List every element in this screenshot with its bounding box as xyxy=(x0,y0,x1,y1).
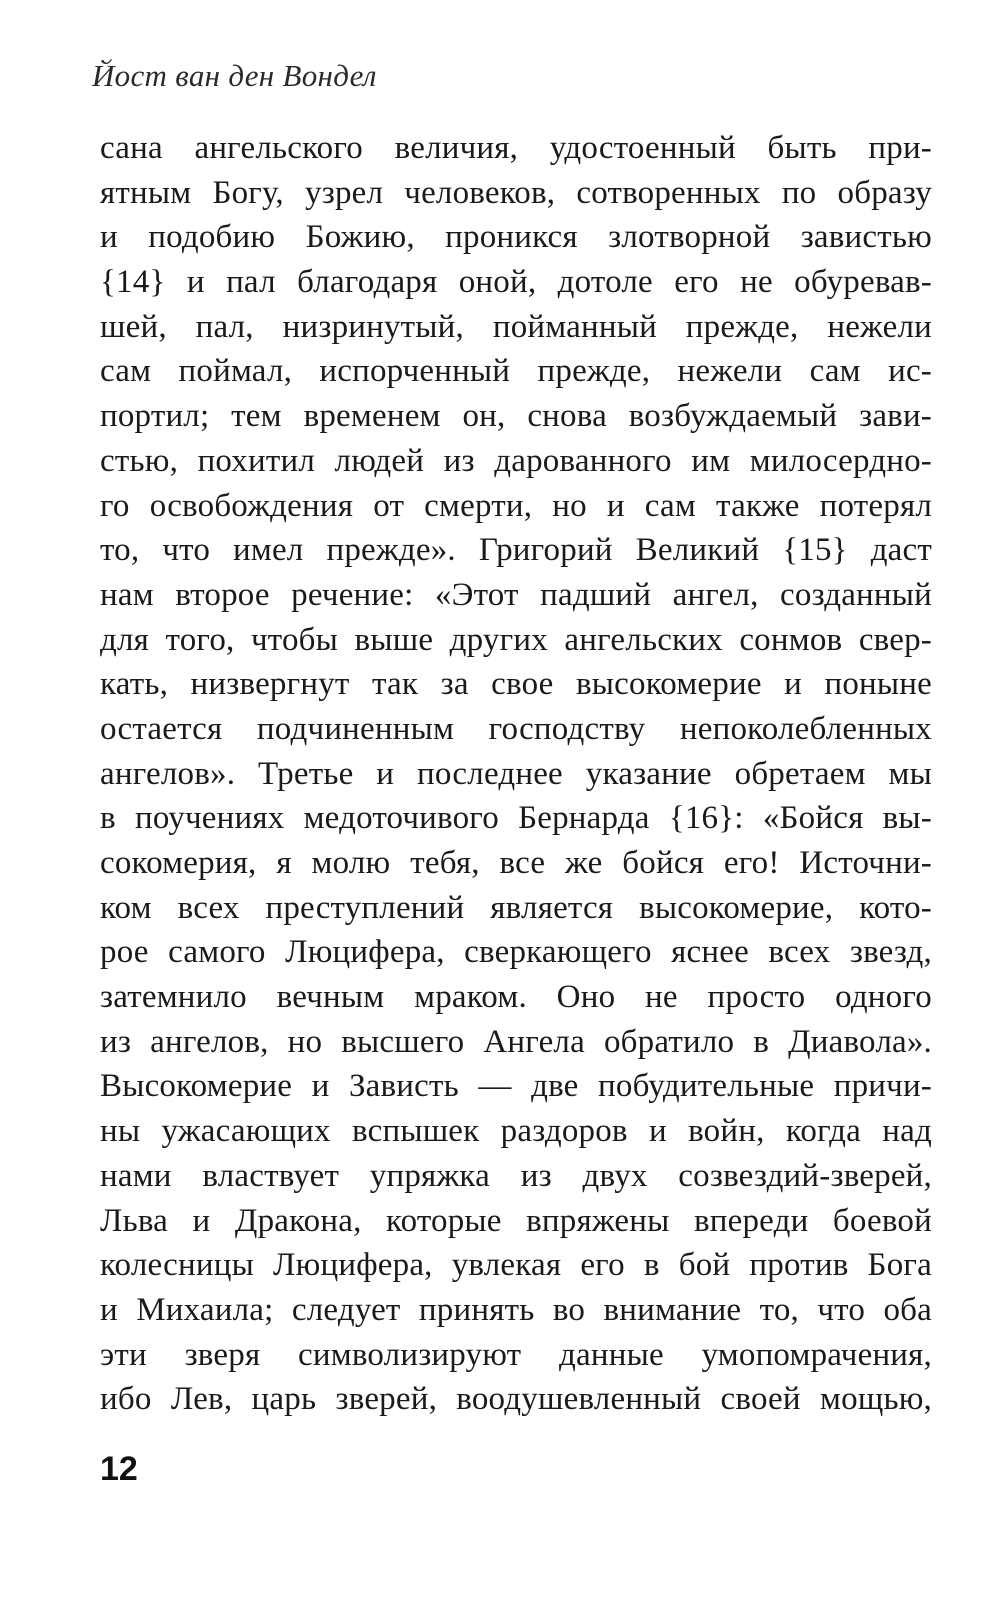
text-line: стью, похитил людей из дарованного им милосердно- xyxy=(100,442,932,479)
text-line: то, что имел прежде». Григорий Великий {15} даст xyxy=(100,532,932,569)
text-line: ком всех преступлений является высокомерие, кото- xyxy=(100,889,932,926)
text-line: го освобождения от смерти, но и сам также потерял xyxy=(100,487,932,524)
text-line: рое самого Люцифера, сверкающего яснее всех звезд, xyxy=(100,934,932,971)
text-line: {14} и пал благодаря оной, дотоле его не обуревав- xyxy=(100,264,932,301)
text-line: портил; тем временем он, снова возбуждаемый зави- xyxy=(100,398,932,435)
text-line: колесницы Люцифера, увлекая его в бой против Бога xyxy=(100,1247,932,1284)
text-line: Льва и Дракона, которые впряжены впереди боевой xyxy=(100,1202,932,1239)
text-line: затемнило вечным мраком. Оно не просто одного xyxy=(100,979,932,1016)
text-line: ибо Лев, царь зверей, воодушевленный своей мощью, xyxy=(100,1381,932,1418)
text-line: нам второе речение: «Этот падший ангел, созданный xyxy=(100,576,932,613)
body-text xyxy=(100,126,932,1422)
running-head: Йост ван ден Вондел xyxy=(92,58,377,93)
text-line: из ангелов, но высшего Ангела обратило в Диавола». xyxy=(100,1023,932,1060)
text-line: ятным Богу, узрел человеков, сотворенных по образу xyxy=(100,174,932,211)
text-line: сам поймал, испорченный прежде, нежели сам ис- xyxy=(100,353,932,390)
text-line: сокомерия, я молю тебя, все же бойся его! Источни- xyxy=(100,845,932,881)
text-line: сана ангельского величия, удостоенный быть при- xyxy=(100,130,932,166)
text-line: шей, пал, низринутый, пойманный прежде, нежели xyxy=(100,308,932,345)
text-line: и подобию Божию, проникся злотворной завистью xyxy=(100,219,932,256)
text-line: нами властвует упряжка из двух созвездий-зверей, xyxy=(100,1157,932,1194)
page-number: 12 xyxy=(100,1450,138,1488)
text-line: ны ужасающих вспышек раздоров и войн, когда над xyxy=(100,1113,932,1150)
text-line: Высокомерие и Зависть — две побудительные причи- xyxy=(100,1068,932,1105)
text-line: ангелов». Третье и последнее указание обретаем мы xyxy=(100,755,932,792)
text-line: в поучениях медоточивого Бернарда {16}: «Бойся вы- xyxy=(100,800,932,837)
text-line: для того, чтобы выше других ангельских сонмов свер- xyxy=(100,621,932,658)
text-line: остается подчиненным господству непоколебленных xyxy=(100,710,932,747)
text-line: и Михаила; следует принять во внимание то, что оба xyxy=(100,1291,932,1328)
text-line: кать, низвергнут так за свое высокомерие и поныне xyxy=(100,666,932,703)
text-line: эти зверя символизируют данные умопомрачения, xyxy=(100,1336,932,1373)
